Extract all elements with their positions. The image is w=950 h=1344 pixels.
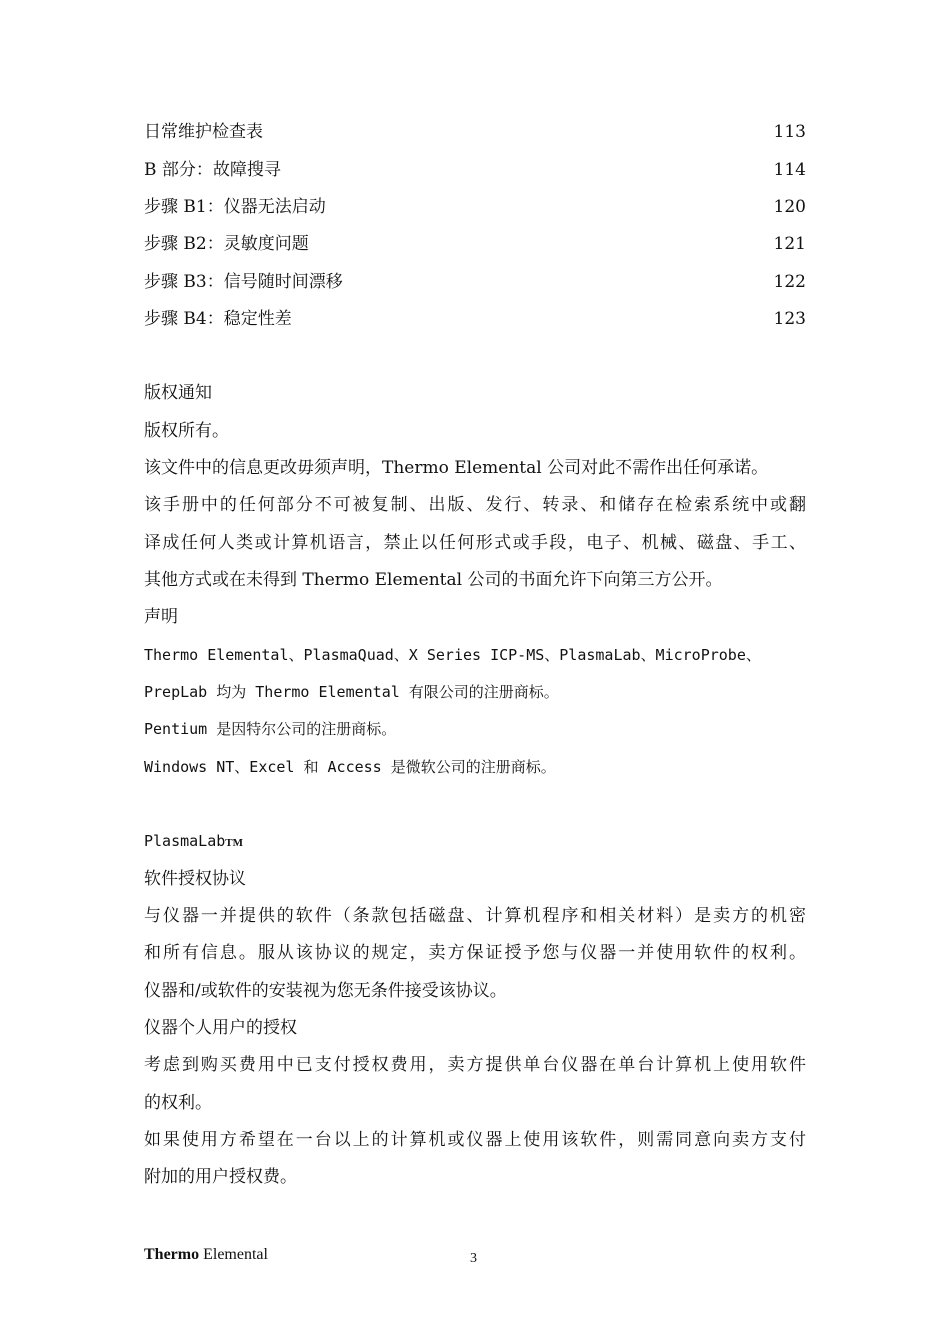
- toc-entry-title: 步骤 B1：仪器无法启动: [144, 197, 326, 217]
- product-name: [144, 826, 806, 858]
- license-paragraph-line: 与仪器一并提供的软件（条款包括磁盘、计算机程序和相关材料）是卖方的机密: [144, 906, 806, 926]
- toc-entry-page: 121: [773, 234, 806, 254]
- license-paragraph-line: 和所有信息。服从该协议的规定，卖方保证授予您与仪器一并使用软件的权利。: [144, 943, 806, 963]
- toc-entry-page: 120: [773, 197, 806, 217]
- toc-entry: [144, 229, 806, 259]
- license-paragraph-line: 仪器和/或软件的安装视为您无条件接受该协议。: [144, 981, 507, 1001]
- toc-entry-title: 日常维护检查表: [144, 122, 263, 142]
- license-paragraph-line: 考虑到购买费用中已支付授权费用，卖方提供单台仪器在单台计算机上使用软件: [144, 1055, 806, 1075]
- toc-entry-page: 123: [773, 309, 806, 329]
- toc-entry: [144, 192, 806, 222]
- copyright-line: 其他方式或在未得到 Thermo Elemental 公司的书面允许下向第三方公开。: [144, 570, 723, 590]
- toc-entry-page: 122: [773, 272, 806, 292]
- toc-entry: [144, 117, 806, 147]
- page-number: 3: [470, 1251, 477, 1266]
- trademark-line: PrepLab 均为 Thermo Elemental 有限公司的注册商标。: [144, 683, 559, 701]
- product-label: PlasmaLab: [144, 832, 226, 850]
- license-paragraph-line: 的权利。: [144, 1093, 212, 1113]
- license-heading: 软件授权协议: [144, 869, 246, 889]
- copyright-heading: 版权通知: [144, 383, 212, 403]
- toc-entry-title: 步骤 B2：灵敏度问题: [144, 234, 309, 254]
- copyright-line: 版权所有。: [144, 421, 229, 441]
- toc-entry-title: 步骤 B4：稳定性差: [144, 309, 292, 329]
- toc-entry-title: 步骤 B3：信号随时间漂移: [144, 272, 343, 292]
- statement-heading: 声明: [144, 607, 178, 627]
- copyright-line: 该手册中的任何部分不可被复制、出版、发行、转录、和储存在检索系统中或翻: [144, 495, 806, 515]
- toc-entry: [144, 304, 806, 334]
- toc-entry-page: 114: [773, 160, 806, 180]
- copyright-line: 译成任何人类或计算机语言，禁止以任何形式或手段，电子、机械、磁盘、手工、: [144, 533, 806, 553]
- copyright-line: 该文件中的信息更改毋须声明，Thermo Elemental 公司对此不需作出任何承诺。: [144, 458, 769, 478]
- license-subheading: 仪器个人用户的授权: [144, 1018, 297, 1038]
- license-paragraph-line: 附加的用户授权费。: [144, 1167, 297, 1187]
- toc-entry: [144, 155, 806, 185]
- footer-brand: [144, 1243, 268, 1267]
- license-paragraph-line: 如果使用方希望在一台以上的计算机或仪器上使用该软件，则需同意向卖方支付: [144, 1130, 806, 1150]
- footer-brand-rest: Elemental: [199, 1246, 268, 1263]
- toc-entry: [144, 267, 806, 297]
- trademark-mark: TM: [225, 837, 244, 849]
- trademark-line: Windows NT、Excel 和 Access 是微软公司的注册商标。: [144, 758, 556, 776]
- trademark-line: Thermo Elemental、PlasmaQuad、X Series ICP-MS、PlasmaLab、MicroProbe、: [144, 646, 761, 664]
- toc-entry-title: B 部分：故障搜寻: [144, 160, 281, 180]
- trademark-line: Pentium 是因特尔公司的注册商标。: [144, 720, 397, 738]
- footer-brand-bold: Thermo: [144, 1246, 200, 1263]
- toc-entry-page: 113: [773, 122, 806, 142]
